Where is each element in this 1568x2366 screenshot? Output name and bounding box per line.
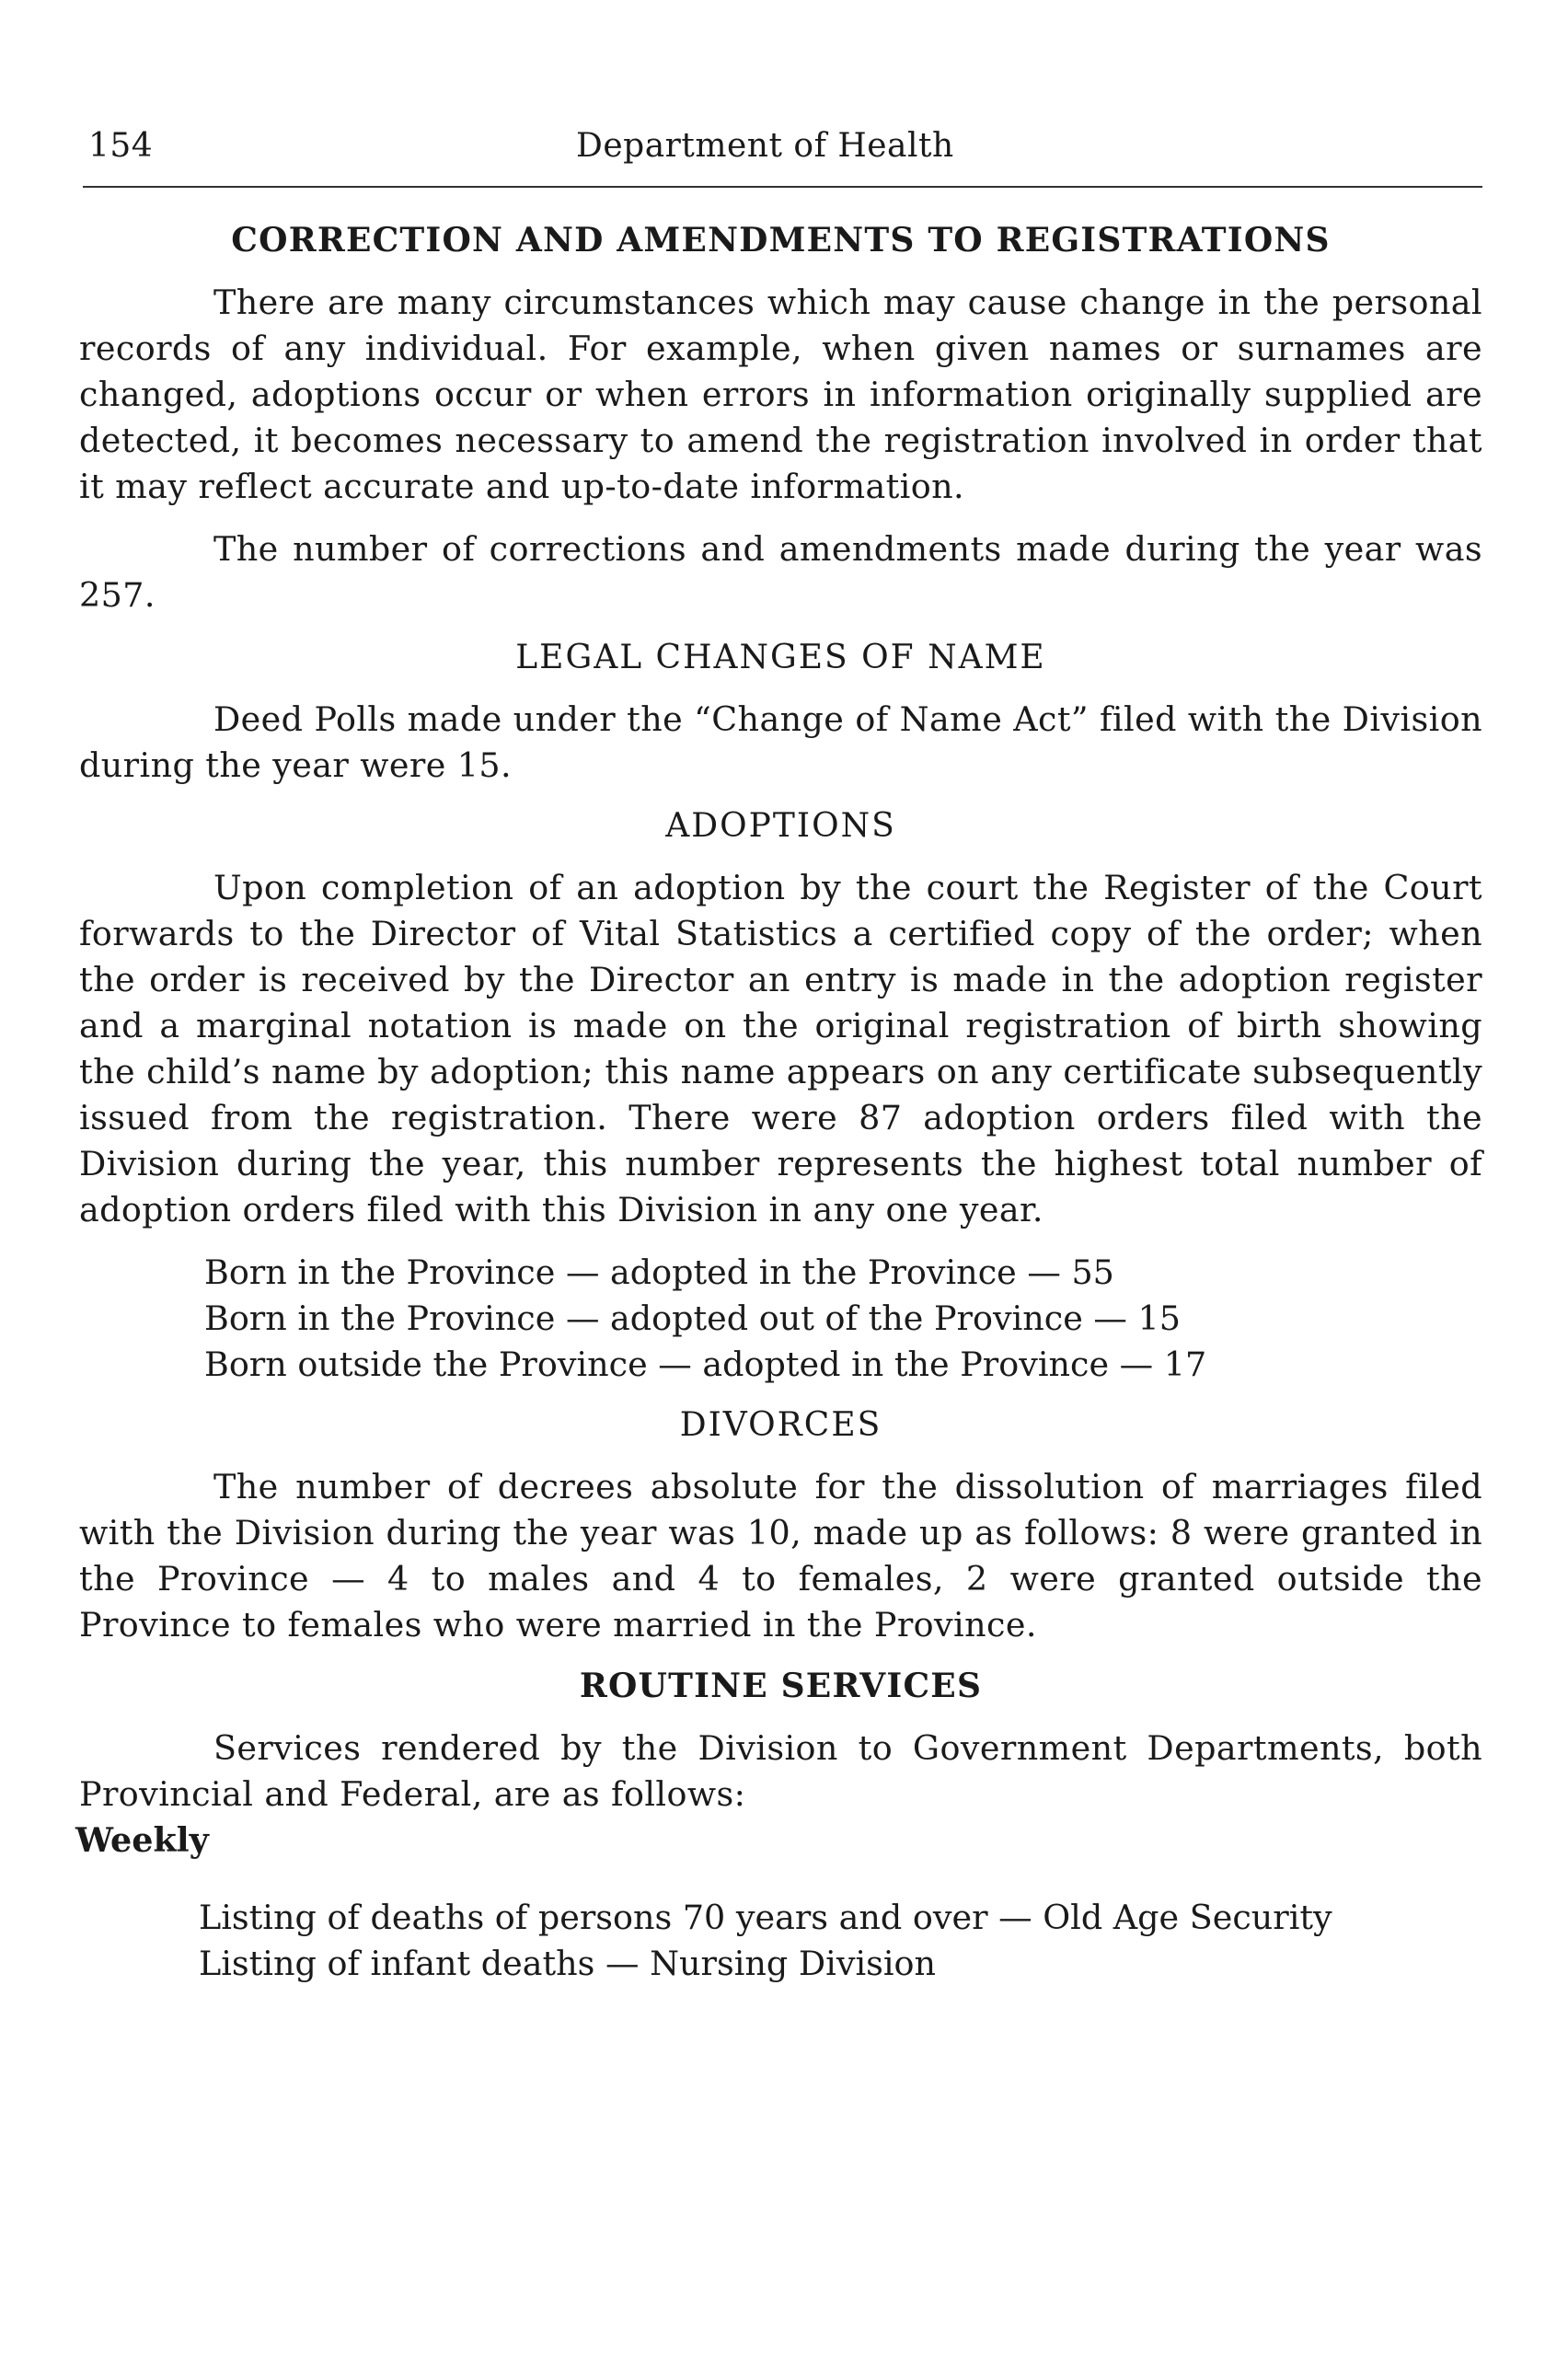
corrections-paragraph-2: The number of corrections and amendments made during the year was 257. [79,529,1482,615]
section-heading-corrections: CORRECTION AND AMENDMENTS TO REGISTRATIONS [231,221,1331,260]
weekly-list [79,1895,1482,1987]
corrections-paragraph-1: There are many circumstances which may cause change in the personal records of any individual. For example, when given names or surnames are changed, adoptions occur or when errors in information originally supplied are detected, it becomes necessary to amend the registration involved in order that it may reflect accurate and up-to-date information. [79,283,1482,506]
section-heading-adoptions: ADOPTIONS [665,807,896,845]
divorces-paragraph: The number of decrees absolute for the dissolution of marriages filed with the Division during the year was 10, made up as follows: 8 were granted in the Province — 4 to males and 4 to females, 2 were granted outside the Province to females who were married in the Province. [79,1467,1482,1645]
section-heading-legal-changes: LEGAL CHANGES OF NAME [515,639,1046,676]
routine-services-paragraph: Services rendered by the Division to Government Departments, both Provincial and Federal, are as follows: [79,1728,1482,1814]
adoptions-paragraph: Upon completion of an adoption by the court the Register of the Court forwards to the Director of Vital Statistics a certified copy of the order; when the order is received by the Director an entry is made in the adoption register and a marginal notation is made on the original registration of birth showing the child’s name by adoption; this name appears on any certificate subsequently issued from the registration. There were 87 adoption orders filed with the Division during the year, this number represents the highest total number of adoption orders filed with this Division in any one year. [79,868,1482,1229]
list-item: Born in the Province — adopted out of the Province — 15 [204,1298,1181,1338]
adoptions-list [79,1250,1482,1388]
weekly-label: Weekly [75,1820,209,1860]
section-heading-routine-services: ROUTINE SERVICES [579,1667,983,1705]
document-page [75,127,1482,1987]
legal-changes-paragraph: Deed Polls made under the “Change of Name Act” filed with the Division during the year were 15. [79,699,1482,785]
header-rule [83,186,1482,188]
section-heading-divorces: DIVORCES [679,1406,882,1444]
list-item: Listing of infant deaths — Nursing Division [199,1944,937,1983]
list-item: Born in the Province — adopted in the Province — 55 [204,1252,1114,1292]
list-item: Listing of deaths of persons 70 years and over — Old Age Security [199,1898,1332,1937]
running-title: Department of Health [576,127,954,165]
running-header [79,127,1482,182]
list-item: Born outside the Province — adopted in the Province — 17 [204,1345,1207,1384]
page-number: 154 [88,127,154,165]
